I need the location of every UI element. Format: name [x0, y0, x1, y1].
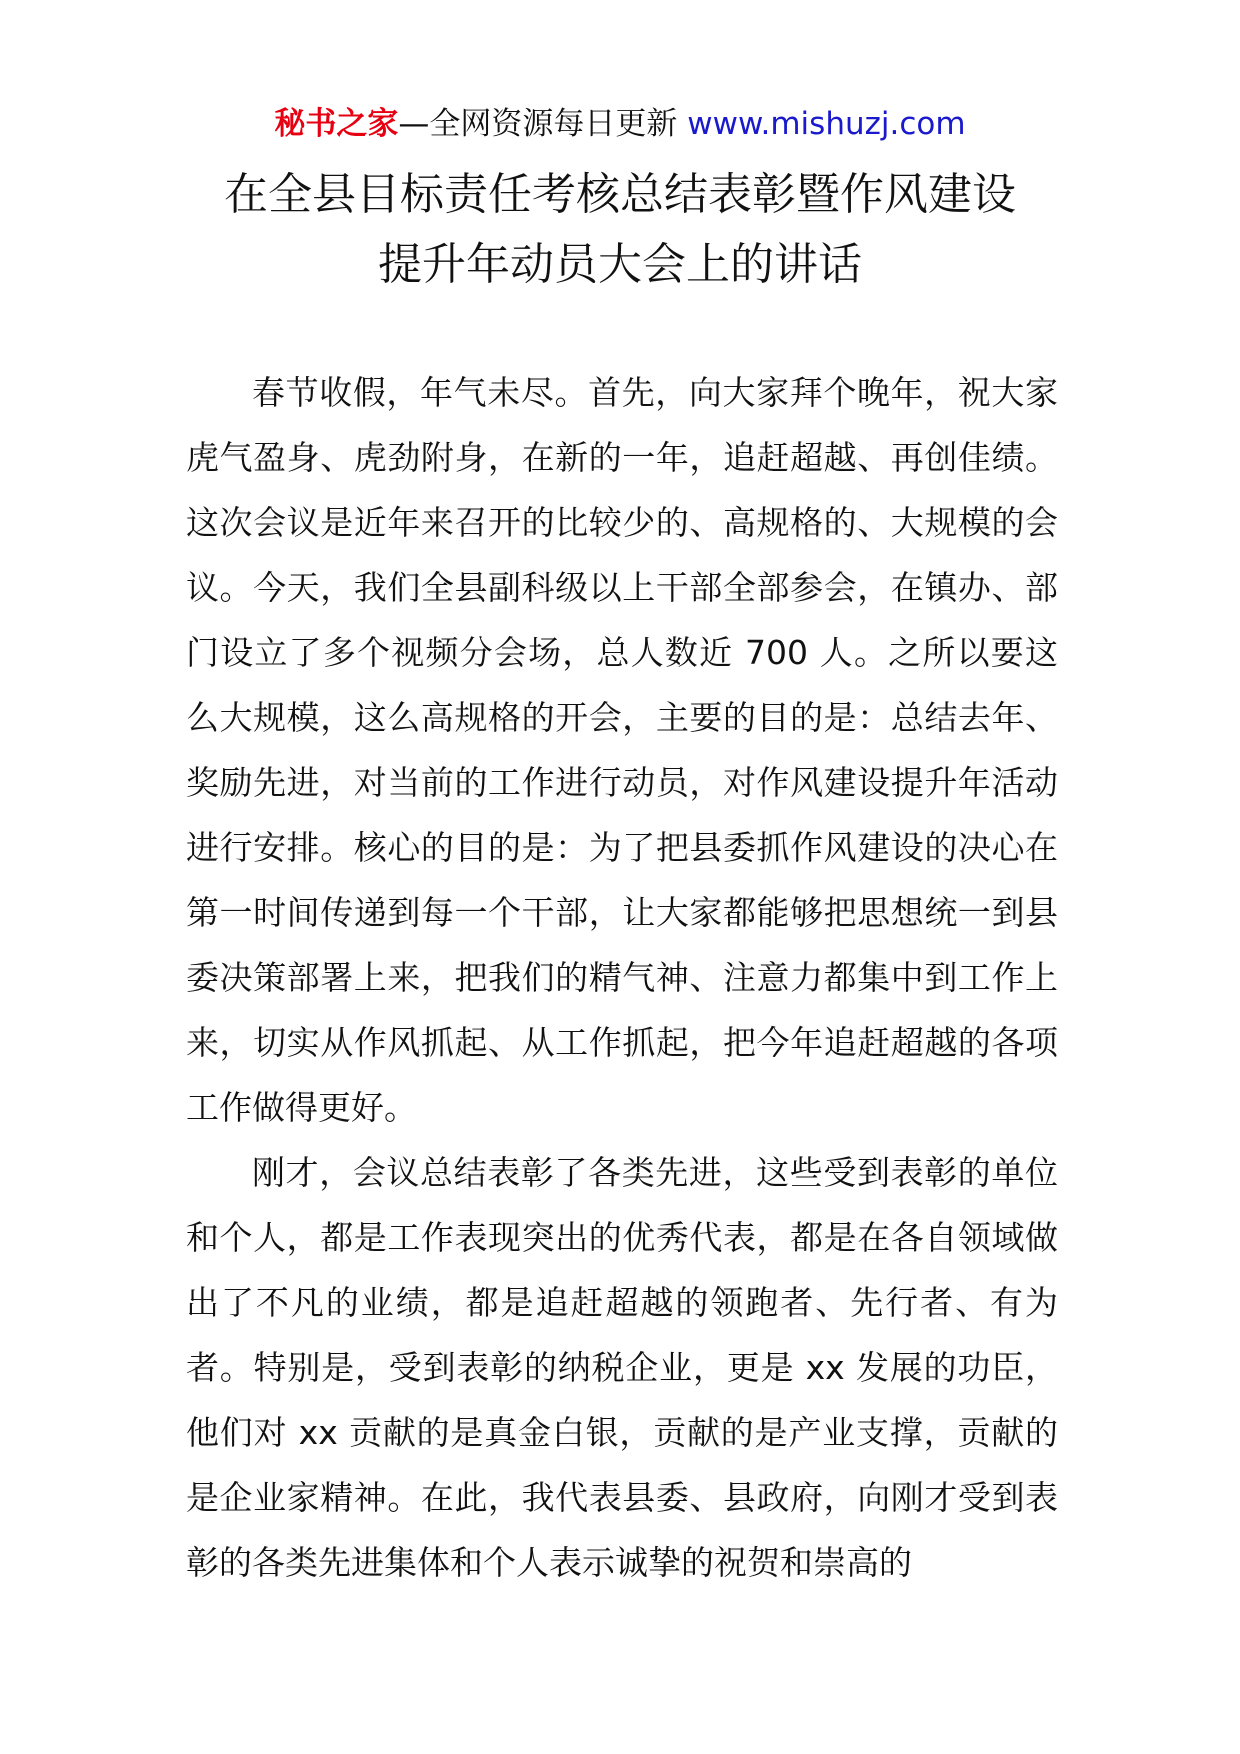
header-tagline: —全网资源每日更新	[398, 106, 678, 142]
site-header	[0, 102, 1240, 146]
title-line-1: 在全县目标责任考核总结表彰暨作风建设	[224, 169, 1016, 220]
title-line-2: 提升年动员大会上的讲话	[378, 239, 862, 290]
paragraph-1: 春节收假，年气未尽。首先，向大家拜个晚年，祝大家虎气盈身、虎劲附身，在新的一年，追赶超越、再创佳绩。这次会议是近年来召开的比较少的、高规格的、大规模的会议。今天，我们全县副科级以上干部全部参会，在镇办、部门设立了多个视频分会场，总人数近 700 人。之所以要这么大规模，这么高规格的开会，主要的目的是：总结去年、奖励先进，对当前的工作进行动员，对作风建设提升年活动进行安排。核心的目的是：为了把县委抓作风建设的决心在第一时间传递到每一个干部，让大家都能够把思想统一到县委决策部署上来，把我们的精气神、注意力都集中到工作上来，切实从作风抓起、从工作抓起，把今年追赶超越的各项工作做得更好。	[186, 373, 1058, 1127]
brand-name: 秘书之家	[274, 106, 399, 142]
paragraph-2: 刚才，会议总结表彰了各类先进，这些受到表彰的单位和个人，都是工作表现突出的优秀代表，都是在各自领域做出了不凡的业绩，都是追赶超越的领跑者、先行者、有为者。特别是，受到表彰的纳税企业，更是 xx 发展的功臣，他们对 xx 贡献的是真金白银，贡献的是产业支撑，贡献的是企业家精神。在此，我代表县委、县政府，向刚才受到表彰的各类先进集体和个人表示诚挚的祝贺和崇高的	[186, 1153, 1058, 1582]
website-link[interactable]: www.mishuzj.com	[687, 106, 966, 142]
document-title	[0, 160, 1240, 300]
document-body	[186, 360, 1058, 1595]
